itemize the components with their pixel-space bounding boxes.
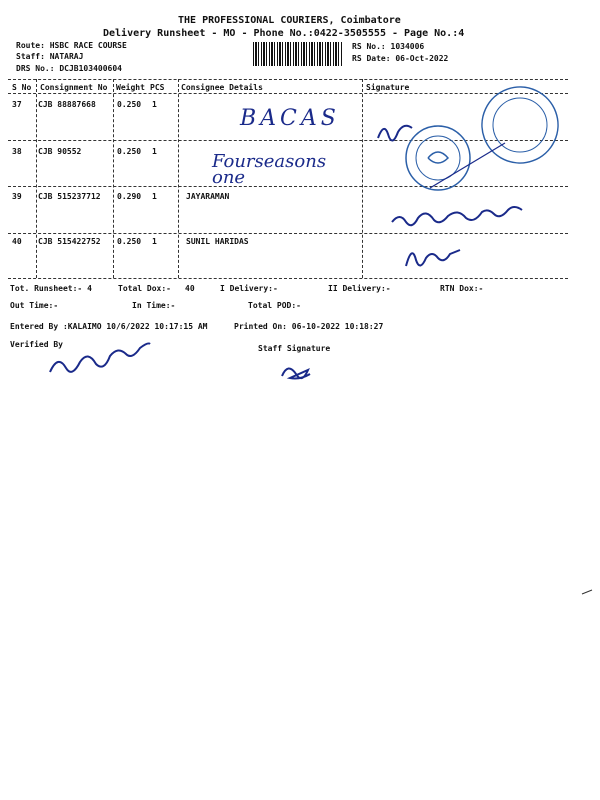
- col-header-consignee: Consignee Details: [181, 83, 263, 92]
- row-weight: 0.290: [117, 192, 142, 201]
- row-consignment: CJB 88887668: [38, 100, 96, 109]
- college-stamp: [406, 76, 569, 190]
- row-pcs: 1: [152, 237, 157, 246]
- out-time: Out Time:-: [10, 301, 59, 310]
- row-consignment: CJB 515422752: [38, 237, 101, 246]
- drs-number: DRS No.: DCJB103400604: [16, 64, 122, 73]
- row-sno: 40: [12, 237, 22, 246]
- signature-37: [378, 126, 412, 141]
- row-consignee: JAYARAMAN: [186, 192, 230, 201]
- col-header-sno: S No: [12, 83, 32, 92]
- row-sno: 38: [12, 147, 22, 156]
- printed-on: Printed On: 06-10-2022 10:18:27: [234, 322, 384, 331]
- margin-tick: [582, 590, 592, 594]
- row-pcs: 1: [152, 100, 157, 109]
- company-name: THE PROFESSIONAL COURIERS, Coimbatore: [178, 15, 401, 26]
- total-runsheet: Tot. Runsheet:- 4: [10, 284, 92, 293]
- verified-by: Verified By: [10, 340, 63, 349]
- verifier-signature: [50, 344, 150, 373]
- row-consignee: SUNIL HARIDAS: [186, 237, 249, 246]
- staff-signature-label: Staff Signature: [258, 344, 331, 353]
- col-header-weight: Weight: [116, 83, 145, 92]
- entered-by: Entered By :KALAIMO 10/6/2022 10:17:15 AM: [10, 322, 208, 331]
- row-pcs: 1: [152, 192, 157, 201]
- i-delivery: I Delivery:-: [220, 284, 278, 293]
- runsheet-subtitle: Delivery Runsheet - MO - Phone No.:0422-3505555 - Page No.:4: [103, 28, 465, 39]
- col-header-consignment: Consignment No: [40, 83, 108, 92]
- handwritten-consignee: Fourseasons one: [212, 151, 327, 188]
- col-header-pcs: PCS: [150, 83, 165, 92]
- row-consignment: CJB 515237712: [38, 192, 101, 201]
- row-weight: 0.250: [117, 100, 142, 109]
- row-weight: 0.250: [117, 237, 142, 246]
- row-weight: 0.250: [117, 147, 142, 156]
- staff-signature-mark: [282, 368, 310, 378]
- rs-number: RS No.: 1034006: [352, 42, 425, 51]
- rs-date: RS Date: 06-Oct-2022: [352, 54, 449, 63]
- ii-delivery: II Delivery:-: [328, 284, 391, 293]
- total-dox-label: Total Dox:-: [118, 284, 171, 293]
- total-pod: Total POD:-: [248, 301, 301, 310]
- signature-40: [406, 250, 460, 266]
- row-consignment: CJB 90552: [38, 147, 82, 156]
- in-time: In Time:-: [132, 301, 176, 310]
- total-dox-value: 40: [185, 284, 195, 293]
- staff-label: Staff: NATARAJ: [16, 52, 84, 61]
- col-header-signature: Signature: [366, 83, 410, 92]
- signature-39: [392, 207, 522, 225]
- rtn-dox: RTN Dox:-: [440, 284, 484, 293]
- row-sno: 39: [12, 192, 22, 201]
- route-label: Route: HSBC RACE COURSE: [16, 41, 127, 50]
- row-pcs: 1: [152, 147, 157, 156]
- row-sno: 37: [12, 100, 22, 109]
- handwritten-consignee: BACAS: [240, 106, 340, 131]
